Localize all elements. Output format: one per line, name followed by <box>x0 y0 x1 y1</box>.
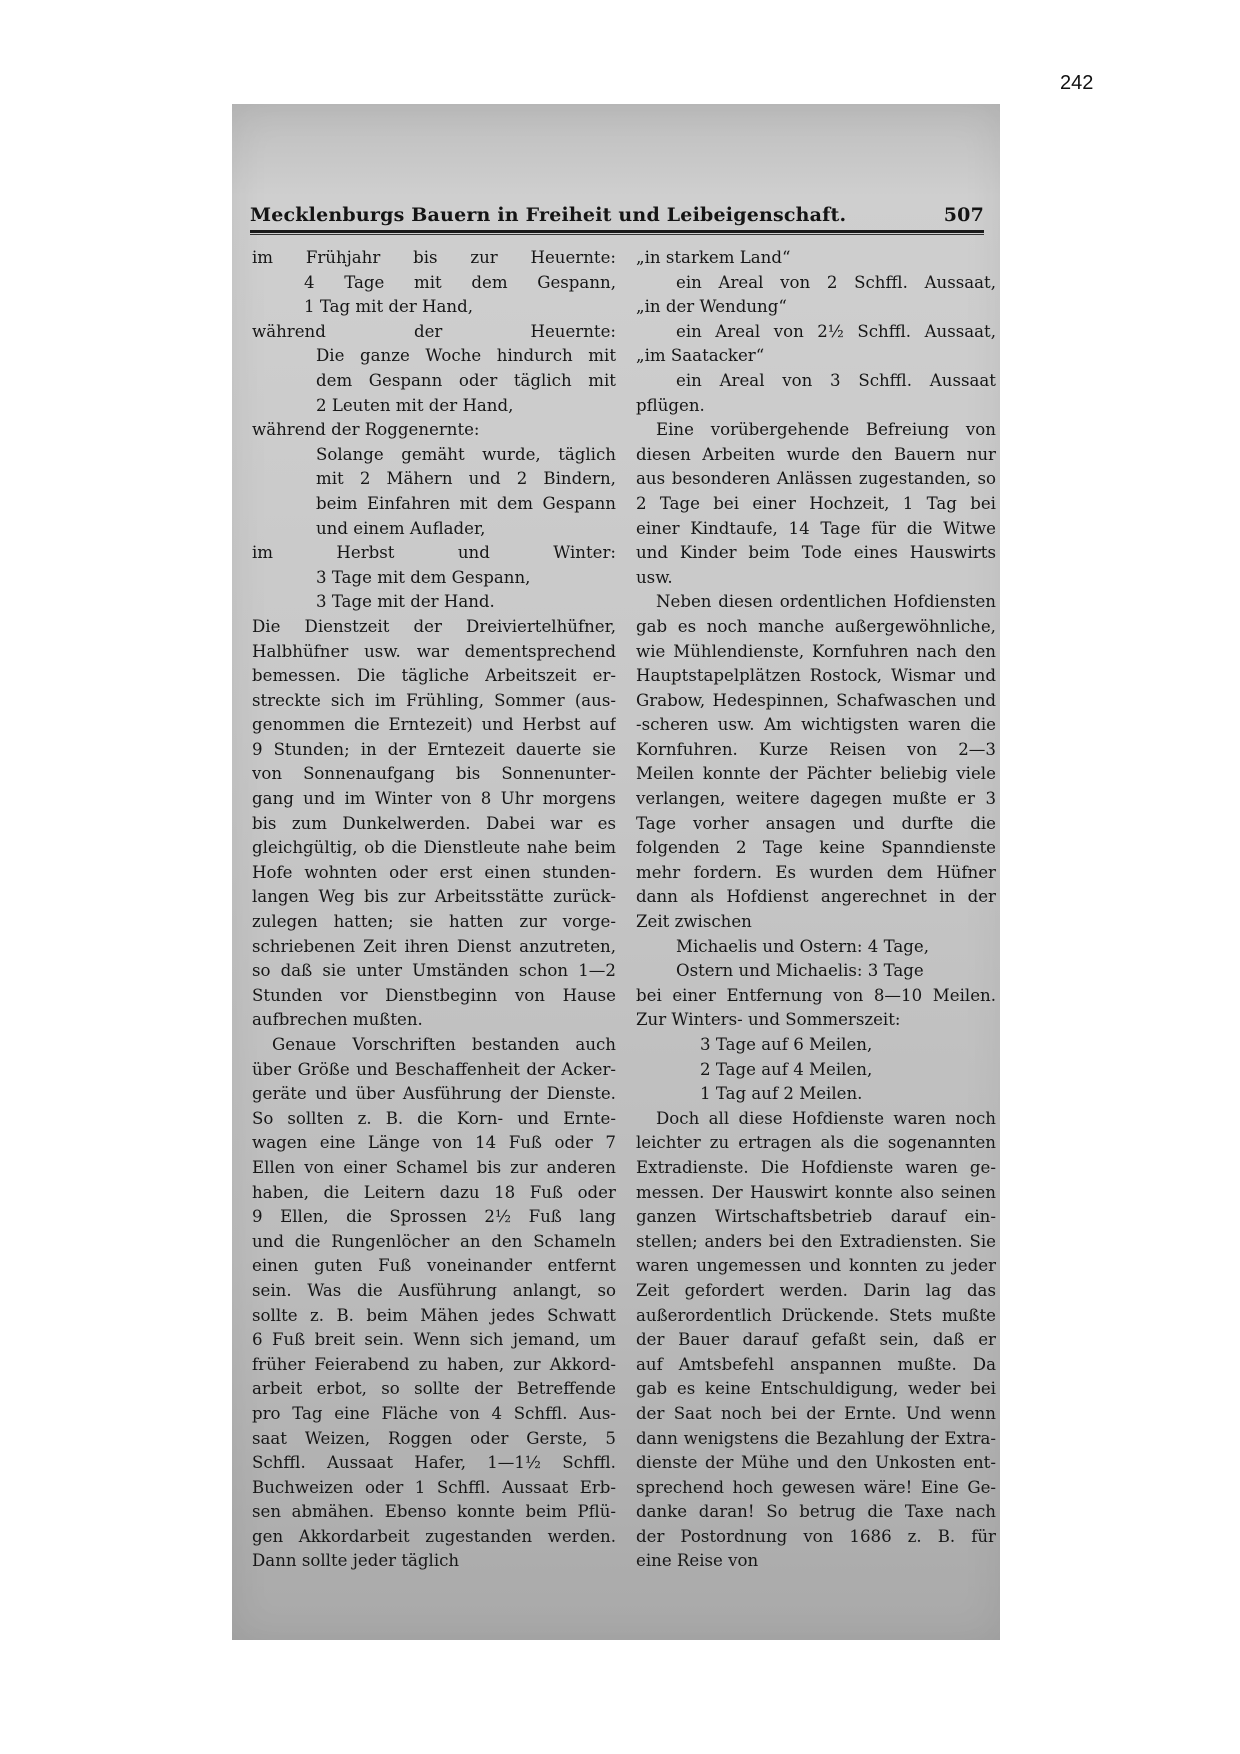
text-line: Ostern und Michaelis: 3 Tage <box>676 961 924 981</box>
text-line: der Saat noch bei der Ernte. Und wenn <box>636 1403 996 1423</box>
text-line: saat Weizen, Roggen oder Gerste, 5 <box>252 1428 616 1448</box>
text-line: der Bauer darauf gefaßt sein, daß er <box>636 1330 996 1350</box>
text-line: 1 Tag mit der Hand, <box>304 297 473 317</box>
text-line: „im Saatacker“ <box>636 346 765 366</box>
text-line: im Frühjahr bis zur Heuernte: <box>252 248 616 267</box>
text-line: Grabow, Hedespinnen, Schafwaschen und <box>636 690 996 710</box>
text-line: langen Weg bis zur Arbeitsstätte zurück- <box>252 887 616 907</box>
text-line: So sollten z. B. die Korn- und Ernte- <box>252 1108 616 1128</box>
text-line: früher Feierabend zu haben, zur Akkord- <box>252 1354 616 1374</box>
text-line: sen abmähen. Ebenso konnte beim Pflü- <box>252 1502 616 1522</box>
text-line: ein Areal von 2½ Schffl. Aussaat, <box>676 321 996 341</box>
text-line: Zur Winters- und Sommerszeit: <box>636 1010 901 1030</box>
text-line: eine Reise von <box>636 1551 759 1571</box>
text-line: Dann sollte jeder täglich <box>252 1551 460 1571</box>
text-line: 2 Tage bei einer Hochzeit, 1 Tag bei <box>636 493 996 513</box>
text-line: beim Einfahren mit dem Gespann <box>316 493 616 513</box>
text-line: gab es keine Entschuldigung, weder bei <box>636 1379 996 1399</box>
text-line: Die ganze Woche hindurch mit <box>316 346 616 366</box>
text-line: pro Tag eine Fläche von 4 Schffl. Aus- <box>252 1403 616 1423</box>
text-line: „in der Wendung“ <box>636 297 787 317</box>
text-line: Tage vorher ansagen und durfte die <box>636 813 996 833</box>
text-line: 4 Tage mit dem Gespann, <box>304 272 616 292</box>
header-rule <box>250 234 984 235</box>
text-line: usw. <box>636 567 673 587</box>
text-line: 3 Tage mit dem Gespann, <box>316 567 531 587</box>
text-line: wagen eine Länge von 14 Fuß oder 7 <box>252 1133 616 1153</box>
text-line: haben, die Leitern dazu 18 Fuß oder <box>252 1182 616 1202</box>
text-line: Neben diesen ordentlichen Hofdiensten <box>656 592 996 612</box>
text-line: gang und im Winter von 8 Uhr morgens <box>252 789 616 809</box>
text-line: 3 Tage mit der Hand. <box>316 592 495 612</box>
text-line: Zeit zwischen <box>636 912 752 932</box>
text-line: zulegen hatten; sie hatten zur vorge- <box>252 912 616 932</box>
text-line: Michaelis und Ostern: 4 Tage, <box>676 936 929 956</box>
text-line: so daß sie unter Umständen schon 1—2 <box>252 961 616 981</box>
text-line: 9 Stunden; in der Erntezeit dauerte sie <box>252 739 616 759</box>
text-line: und die Rungenlöcher an den Schameln <box>252 1231 616 1251</box>
text-line: danke daran! So betrug die Taxe nach <box>636 1502 996 1522</box>
page-number: 242 <box>1060 72 1094 94</box>
text-line: Schffl. Aussaat Hafer, 1—1½ Schffl. <box>252 1453 616 1473</box>
text-line: geräte und über Ausführung der Dienste. <box>252 1084 616 1104</box>
running-head <box>250 194 984 233</box>
text-line: Kornfuhren. Kurze Reisen von 2—3 <box>636 739 996 759</box>
text-line: verlangen, weitere dagegen mußte er 3 <box>636 789 996 809</box>
text-line: dem Gespann oder täglich mit <box>316 370 616 390</box>
text-line: Hofe wohnten oder erst einen stunden- <box>252 862 616 882</box>
scanned-page <box>232 104 1000 1640</box>
text-line: von Sonnenaufgang bis Sonnenunter- <box>252 764 616 784</box>
text-line: „in starkem Land“ <box>636 248 791 267</box>
text-line: sprechend hoch gewesen wäre! Eine Ge- <box>636 1477 996 1497</box>
text-line: einen guten Fuß voneinander entfernt <box>252 1256 616 1276</box>
text-line: bis zum Dunkelwerden. Dabei war es <box>252 813 616 833</box>
text-line: stellen; anders bei den Extradiensten. Sie <box>636 1231 996 1251</box>
text-line: 2 Tage auf 4 Meilen, <box>700 1059 873 1079</box>
text-line: sollte z. B. beim Mähen jedes Schwatt <box>252 1305 616 1325</box>
text-line: bemessen. Die tägliche Arbeitszeit er- <box>252 666 616 686</box>
text-line: 2 Leuten mit der Hand, <box>316 395 514 415</box>
text-line: Solange gemäht wurde, täglich <box>316 444 616 464</box>
text-line: bei einer Entfernung von 8—10 Meilen. <box>636 985 996 1005</box>
text-line: 6 Fuß breit sein. Wenn sich jemand, um <box>252 1330 616 1350</box>
text-line: schriebenen Zeit ihren Dienst anzutreten, <box>252 936 616 956</box>
text-line: der Postordnung von 1686 z. B. für <box>636 1526 996 1546</box>
text-line: Buchweizen oder 1 Schffl. Aussaat Erb- <box>252 1477 616 1497</box>
text-line: auf Amtsbefehl anspannen mußte. Da <box>636 1354 996 1374</box>
text-line: Genaue Vorschriften bestanden auch <box>272 1035 616 1054</box>
text-line: sein. Was die Ausführung anlangt, so <box>252 1280 616 1300</box>
text-line: über Größe und Beschaffenheit der Acker- <box>252 1059 616 1079</box>
text-line: 1 Tag auf 2 Meilen. <box>700 1084 863 1104</box>
text-line: während der Roggenernte: <box>252 420 480 440</box>
text-line: genommen die Erntezeit) und Herbst auf <box>252 715 616 735</box>
text-line: Halbhüfner usw. war dementsprechend <box>252 641 616 661</box>
running-head-page: 507 <box>943 204 984 226</box>
text-line: leichter zu ertragen als die sogenannten <box>636 1133 996 1153</box>
text-line: dienste der Mühe und den Unkosten ent- <box>636 1453 996 1473</box>
text-line: dann wenigstens die Bezahlung der Extra- <box>636 1428 996 1448</box>
text-line: folgenden 2 Tage keine Spanndienste <box>636 838 996 858</box>
text-line: Doch all diese Hofdienste waren noch <box>656 1108 996 1128</box>
left-column <box>252 246 616 1574</box>
text-line: aufbrechen mußten. <box>252 1010 423 1030</box>
text-line: diesen Arbeiten wurde den Bauern nur <box>636 444 996 464</box>
text-line: 9 Ellen, die Sprossen 2½ Fuß lang <box>252 1207 616 1227</box>
text-line: Eine vorübergehende Befreiung von <box>656 420 996 440</box>
text-line: gen Akkordarbeit zugestanden werden. <box>252 1526 616 1546</box>
text-line: messen. Der Hauswirt konnte also seinen <box>636 1182 996 1202</box>
text-line: dann als Hofdienst angerechnet in der <box>636 887 996 907</box>
text-line: arbeit erbot, so sollte der Betreffende <box>252 1379 616 1399</box>
text-line: Die Dienstzeit der Dreiviertelhüfner, <box>252 616 616 636</box>
text-line: ein Areal von 3 Schffl. Aussaat <box>676 370 996 390</box>
text-line: einer Kindtaufe, 14 Tage für die Witwe <box>636 518 996 538</box>
text-line: im Herbst und Winter: <box>252 543 616 563</box>
text-line: ganzen Wirtschaftsbetrieb darauf ein- <box>636 1207 996 1227</box>
text-line: Zeit gefordert werden. Darin lag das <box>636 1280 996 1300</box>
text-line: gab es noch manche außergewöhnliche, <box>636 616 996 636</box>
text-line: Ellen von einer Schamel bis zur anderen <box>252 1157 616 1177</box>
text-line: waren ungemessen und konnten zu jeder <box>636 1256 996 1276</box>
text-line: streckte sich im Frühling, Sommer (aus- <box>252 690 616 710</box>
text-line: mit 2 Mähern und 2 Bindern, <box>316 469 616 489</box>
text-line: Hauptstapelplätzen Rostock, Wismar und <box>636 666 996 686</box>
text-line: Stunden vor Dienstbeginn von Hause <box>252 985 616 1005</box>
text-line: und einem Auflader, <box>316 518 486 538</box>
text-line: während der Heuernte: <box>252 321 616 341</box>
text-line: außerordentlich Drückende. Stets mußte <box>636 1305 996 1325</box>
text-line: gleichgültig, ob die Dienstleute nahe beim <box>252 838 616 858</box>
text-line: 3 Tage auf 6 Meilen, <box>700 1035 873 1054</box>
text-line: pflügen. <box>636 395 705 415</box>
text-line: Meilen konnte der Pächter beliebig viele <box>636 764 996 784</box>
text-line: wie Mühlendienste, Kornfuhren nach den <box>636 641 996 661</box>
running-head-title: Mecklenburgs Bauern in Freiheit und Leibeigenschaft. <box>250 204 847 226</box>
text-line: aus besonderen Anlässen zugestanden, so <box>636 469 996 489</box>
right-column <box>636 246 996 1574</box>
text-line: -scheren usw. Am wichtigsten waren die <box>636 715 996 735</box>
text-line: Extradienste. Die Hofdienste waren ge- <box>636 1157 996 1177</box>
text-line: ein Areal von 2 Schffl. Aussaat, <box>676 272 996 292</box>
text-line: und Kinder beim Tode eines Hauswirts <box>636 543 996 563</box>
text-line: mehr fordern. Es wurden dem Hüfner <box>636 862 996 882</box>
